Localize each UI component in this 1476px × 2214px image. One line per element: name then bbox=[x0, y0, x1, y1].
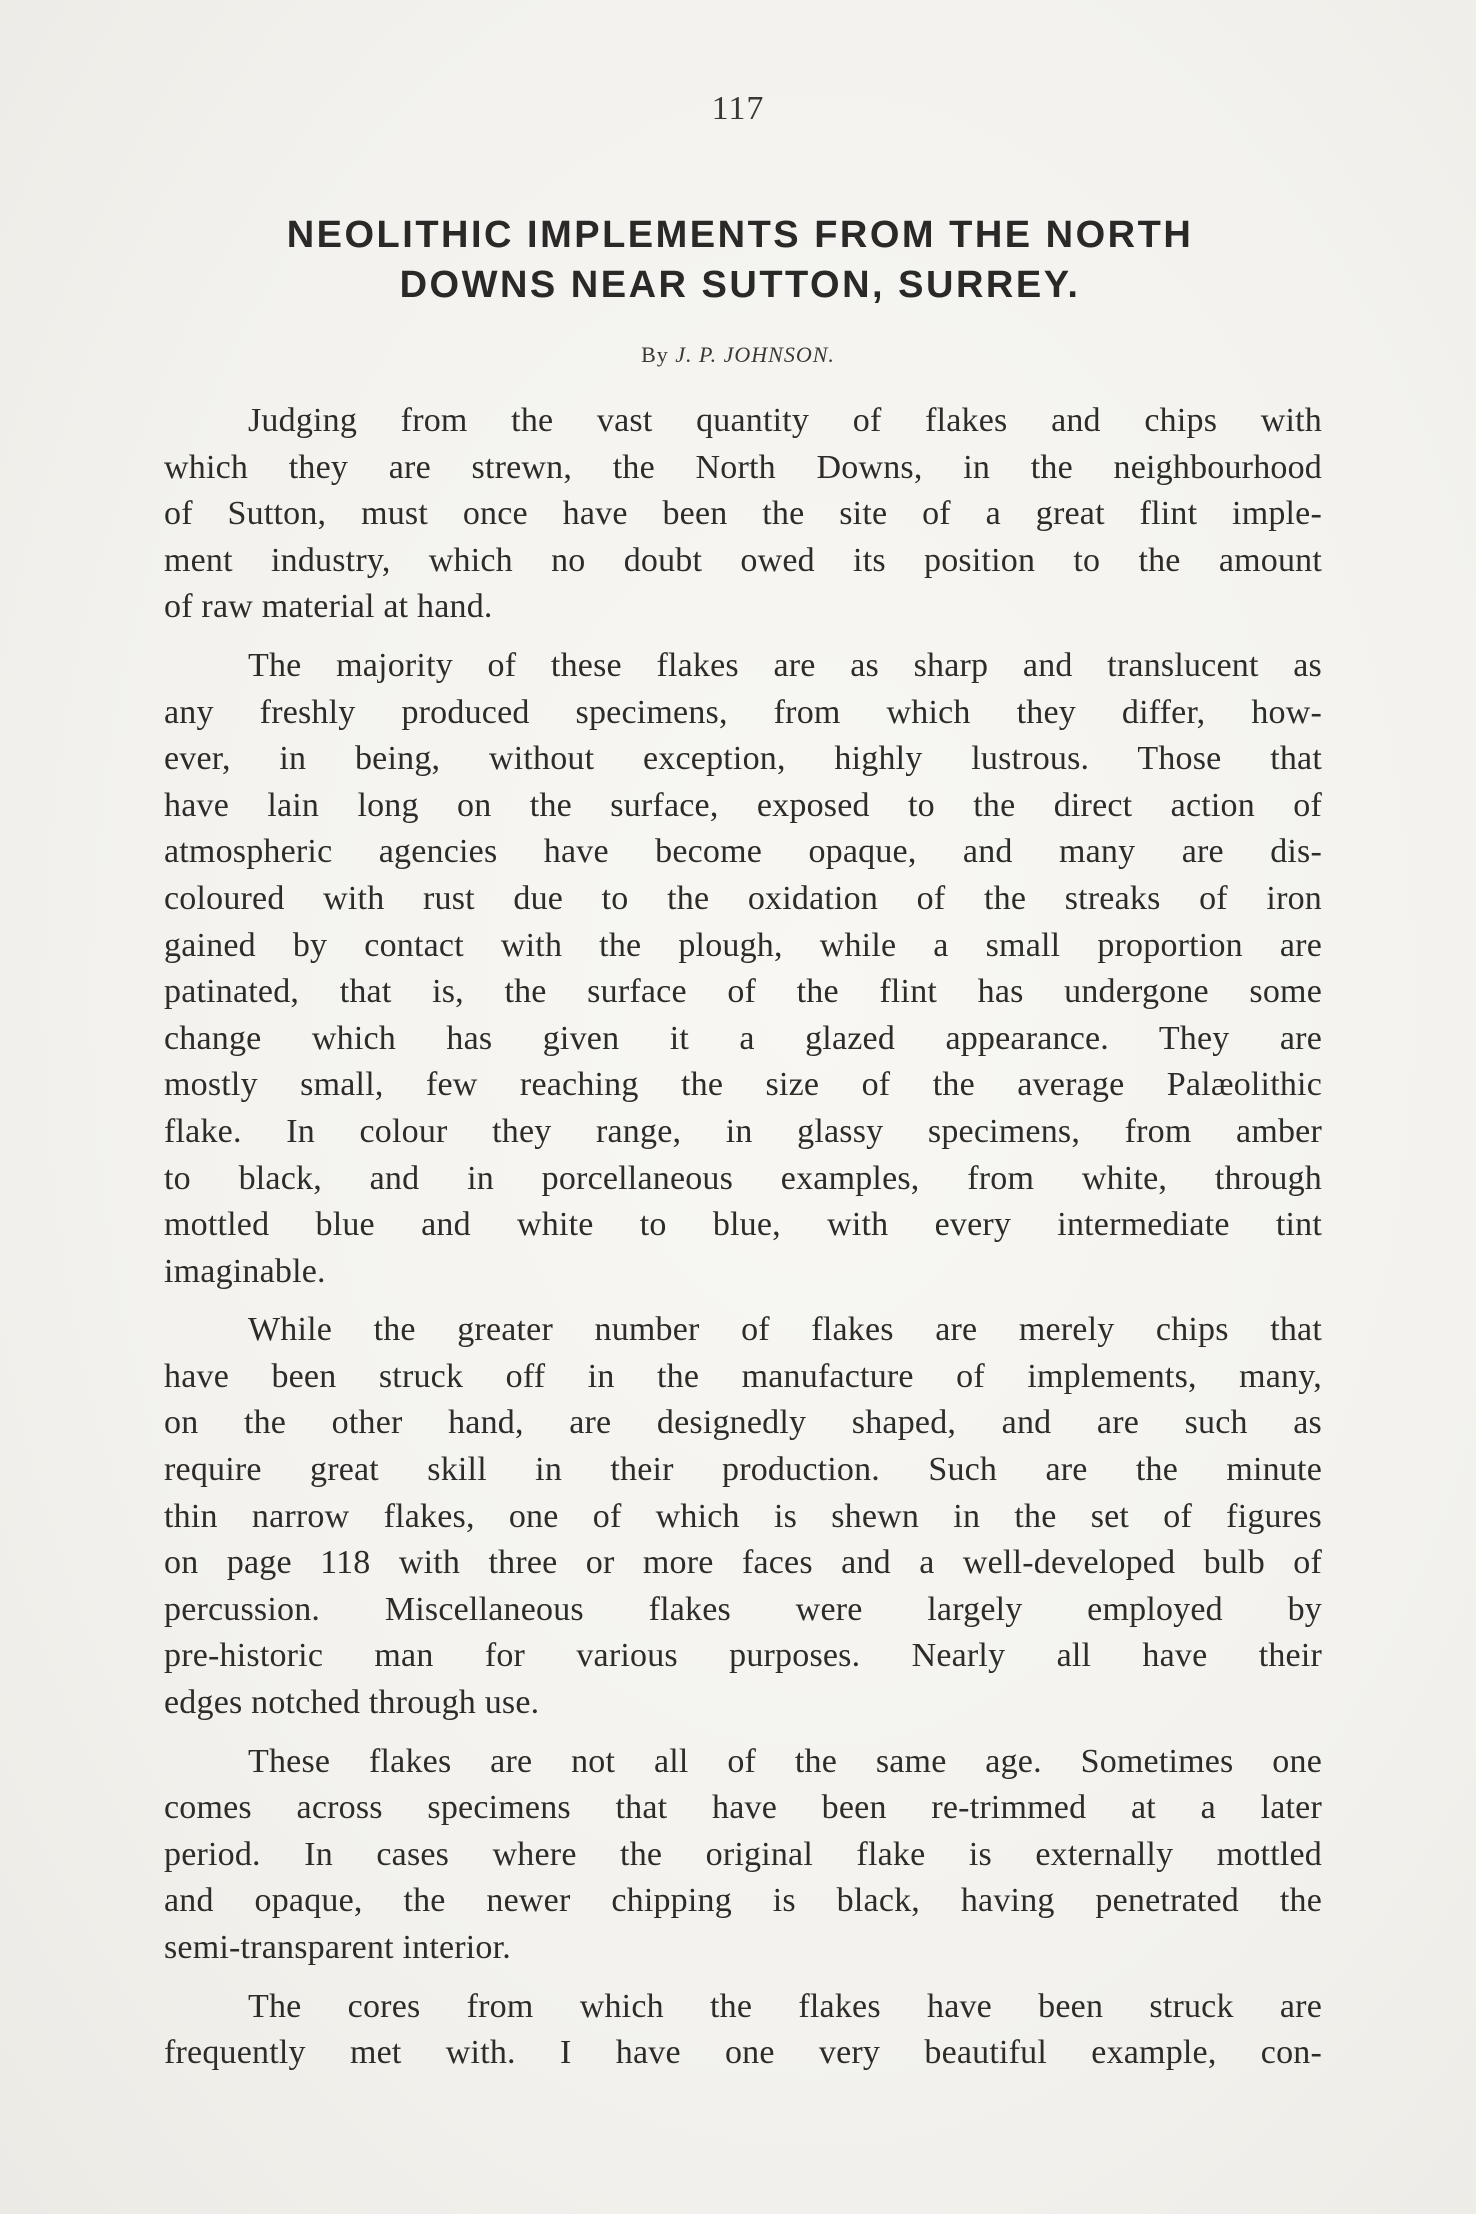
text-line: period. In cases where the original flake is externally mottled bbox=[164, 1835, 1322, 1873]
page-number: 117 bbox=[711, 90, 765, 127]
text-line: to black, and in porcellaneous examples, from white, through bbox=[164, 1159, 1322, 1197]
byline bbox=[0, 342, 1476, 368]
text-line: and opaque, the newer chipping is black, having penetrated the bbox=[164, 1882, 1322, 1920]
text-line: of raw material at hand. bbox=[164, 588, 493, 626]
text-line: of Sutton, must once have been the site of a great flint imple- bbox=[164, 495, 1322, 533]
text-line: The cores from which the flakes have been struck are bbox=[248, 1987, 1322, 2025]
text-line: patinated, that is, the surface of the flint has undergone some bbox=[164, 973, 1322, 1011]
text-line: require great skill in their production. Such are the minute bbox=[164, 1451, 1322, 1489]
text-line: have been struck off in the manufacture of implements, many, bbox=[164, 1357, 1322, 1395]
text-line: flake. In colour they range, in glassy specimens, from amber bbox=[164, 1112, 1322, 1150]
text-line: edges notched through use. bbox=[164, 1684, 540, 1722]
text-line: imaginable. bbox=[164, 1252, 326, 1290]
text-line: ment industry, which no doubt owed its position to the amount bbox=[164, 541, 1322, 579]
title-line: DOWNS NEAR SUTTON, SURREY. bbox=[399, 264, 1081, 306]
byline-prefix: By bbox=[641, 342, 669, 367]
paragraph bbox=[164, 1307, 1322, 1726]
text-line: percussion. Miscellaneous flakes were largely employed by bbox=[164, 1590, 1322, 1628]
text-line: change which has given it a glazed appearance. They are bbox=[164, 1019, 1322, 1057]
byline-author: J. P. JOHNSON. bbox=[675, 342, 835, 367]
text-line: thin narrow flakes, one of which is shewn in the set of figures bbox=[164, 1497, 1322, 1535]
title-line: NEOLITHIC IMPLEMENTS FROM THE NORTH bbox=[286, 214, 1194, 256]
paragraph bbox=[164, 643, 1322, 1295]
text-line: gained by contact with the plough, while a small proportion are bbox=[164, 926, 1322, 964]
text-line: mottled blue and white to blue, with every intermediate tint bbox=[164, 1206, 1322, 1244]
text-line: on page 118 with three or more faces and a well-developed bulb of bbox=[164, 1544, 1322, 1582]
text-line: pre-historic man for various purposes. Nearly all have their bbox=[164, 1637, 1322, 1675]
text-line: semi-transparent interior. bbox=[164, 1929, 511, 1966]
text-line: coloured with rust due to the oxidation of the streaks of iron bbox=[164, 879, 1322, 917]
text-line: ever, in being, without exception, highly lustrous. Those that bbox=[164, 740, 1322, 778]
paragraph bbox=[164, 398, 1322, 631]
text-line: on the other hand, are designedly shaped, and are such as bbox=[164, 1404, 1322, 1442]
text-line: These flakes are not all of the same age. Sometimes one bbox=[248, 1742, 1322, 1780]
text-line: The majority of these flakes are as sharp and translucent as bbox=[248, 646, 1322, 684]
text-line: any freshly produced specimens, from which they differ, how- bbox=[164, 693, 1322, 731]
text-line: Judging from the vast quantity of flakes and chips with bbox=[248, 402, 1322, 439]
text-line: have lain long on the surface, exposed to the direct action of bbox=[164, 786, 1322, 824]
paragraph bbox=[164, 1984, 1322, 2077]
article-body bbox=[164, 398, 1322, 2077]
text-line: comes across specimens that have been re-trimmed at a later bbox=[164, 1789, 1322, 1827]
text-line: While the greater number of flakes are merely chips that bbox=[248, 1311, 1322, 1349]
text-line: atmospheric agencies have become opaque, and many are dis- bbox=[164, 833, 1322, 871]
text-line: mostly small, few reaching the size of the average Palæolithic bbox=[164, 1066, 1322, 1104]
text-line: frequently met with. I have one very beautiful example, con- bbox=[164, 2034, 1322, 2072]
paragraph bbox=[164, 1739, 1322, 1972]
article-title bbox=[150, 210, 1330, 310]
text-line: which they are strewn, the North Downs, in the neighbourhood bbox=[164, 448, 1322, 486]
